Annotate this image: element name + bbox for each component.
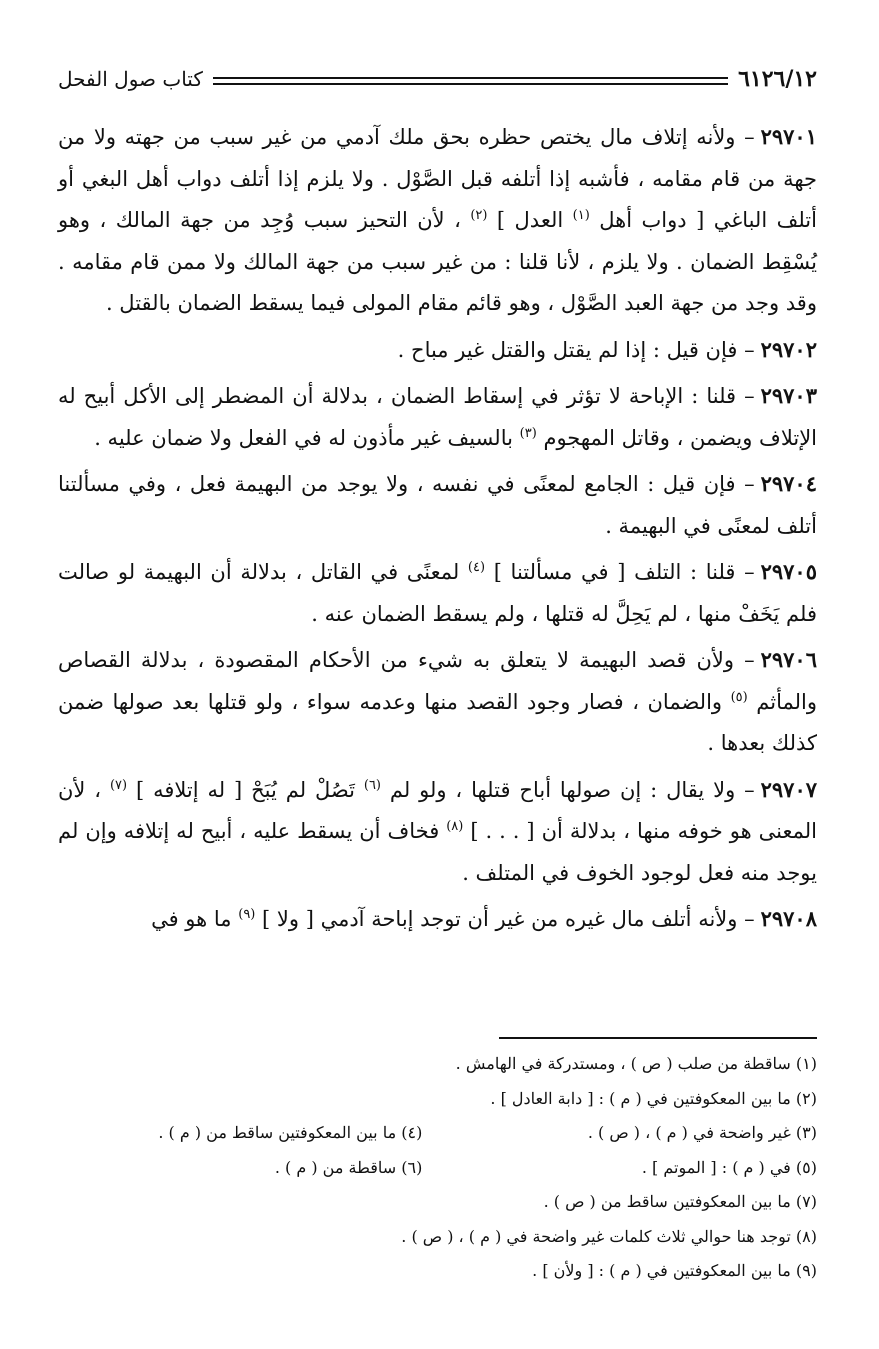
paragraph-text: فخاف أن يسقط عليه ، أبيح له إتلافه وإن لم يوجد منه فعل لوجود الخوف في المتلف . — [58, 819, 817, 885]
paragraph-text: ، لأن التحيز سبب وُجِد من جهة المالك ، وهو يُسْقِط الضمان . ولا يلزم ، لأنا قلنا : من غير سبب من جهة المالك ولا ممن قام مقامه . وقد وجد من جهة العبد الصَّوْل ، وهو قائم مقام المولى فيما يسقط الضمان بالقتل . — [58, 208, 817, 315]
paragraph-text: العدل ] — [487, 208, 573, 232]
footnotes — [58, 1047, 817, 1289]
footnote-reference: (٣) — [519, 425, 537, 441]
footnote: (٤) ما بين المعكوفتين ساقط من ( م ) . — [158, 1123, 423, 1142]
paragraph-text: – فإن قيل : الجامع لمعنًى في نفسه ، ولا يوجد من البهيمة فعل ، وفي مسألتنا أتلف لمعنًى في البهيمة . — [58, 472, 817, 538]
footnote: (٦) ساقطة من ( م ) . — [274, 1157, 423, 1177]
paragraph — [58, 769, 817, 895]
footnote-reference: (٥) — [730, 689, 748, 705]
footnote-row — [58, 1220, 817, 1255]
paragraph-text: ، لأن المعنى هو خوفه منها ، بدلالة أن [ . . . ] — [58, 777, 817, 843]
paragraph — [58, 639, 817, 765]
paragraph — [58, 375, 817, 459]
footnote-row — [58, 1151, 817, 1186]
paragraph-number: ٢٩٧٠٦ — [760, 647, 817, 672]
header-double-rule — [213, 77, 728, 85]
paragraph-text: – ولا يقال : إن صولها أباح قتلها ، ولو لم — [381, 777, 755, 802]
paragraph-text: – ولأنه إتلاف مال يختص حظره بحق ملك آدمي من غير سبب من جهته ولا من جهة من قام مقامه ، فأشبه إذا أتلفه قبل الصَّوْل . ولا يلزم إذا أتلف دواب أهل البغي أو أتلف الباغي [ دواب أهل — [58, 125, 817, 232]
footnote-reference: (٤) — [467, 560, 486, 575]
paragraph-text: لمعنًى في القاتل ، بدلالة أن البهيمة لو صالت فلم يَخَفْ منها ، لم يَحِلَّ له قتلها ، ولم يسقط الضمان عنه . — [58, 560, 817, 626]
paragraph — [58, 116, 817, 325]
paragraph-number: ٢٩٧٠٨ — [760, 906, 817, 931]
book-title: كتاب صول الفحل — [58, 67, 203, 91]
footnote: (٣) غير واضحة في ( م ) ، ( ص ) . — [587, 1123, 817, 1142]
paragraph-text: تَصُلْ لم يُبَحْ [ له إتلافه ] — [127, 777, 364, 802]
paragraph — [58, 551, 817, 635]
footnote: (٢) ما بين المعكوفتين في ( م ) : [ دابة العادل ] . — [490, 1088, 817, 1108]
paragraph-text: – قلنا : التلف [ في مسألتنا ] — [485, 560, 755, 584]
paragraph-number: ٢٩٧٠٥ — [760, 559, 817, 584]
paragraph-number: ٢٩٧٠٤ — [760, 471, 817, 496]
footnote: (٥) في ( م ) : [ الموتم ] . — [641, 1157, 817, 1177]
paragraph-text: – قلنا : الإباحة لا تؤثر في إسقاط الضمان ، بدلالة أن المضطر إلى الأكل أبيح له الإتلاف ويضمن ، وقاتل المهجوم — [58, 384, 817, 450]
footnote-row — [58, 1047, 817, 1082]
paragraph-number: ٢٩٧٠١ — [760, 124, 817, 149]
footnote: (٧) ما بين المعكوفتين ساقط من ( ص ) . — [543, 1192, 817, 1211]
footnote-row — [58, 1254, 817, 1289]
paragraph — [58, 463, 817, 547]
footnote-reference: (٢) — [470, 208, 488, 223]
main-text — [58, 116, 817, 945]
paragraph-text: بالسيف غير مأذون له في الفعل ولا ضمان عليه . — [94, 425, 520, 450]
paragraph-text: ما هو في — [151, 907, 239, 931]
paragraph-number: ٢٩٧٠٢ — [760, 336, 817, 362]
paragraph-number: ٢٩٧٠٧ — [760, 776, 818, 802]
footnote-reference: (٩) — [238, 907, 256, 922]
paragraph-text: – ولأنه أتلف مال غيره من غير أن توجد إباحة آدمي [ ولا ] — [255, 907, 755, 931]
page-header — [58, 62, 817, 96]
footnote-row — [58, 1116, 817, 1151]
footnote-reference: (٨) — [446, 819, 464, 834]
footnote: (٨) توجد هنا حوالي ثلاث كلمات غير واضحة في ( م ) ، ( ص ) . — [401, 1226, 817, 1246]
paragraph-number: ٢٩٧٠٣ — [760, 383, 817, 408]
paragraph-text: والضمان ، فصار وجود القصد منها وعدمه سواء ، ولو قتلها بعد صولها ضمن كذلك بعدها . — [58, 689, 817, 755]
footnote-row — [58, 1082, 817, 1117]
footnote-reference: (٦) — [363, 777, 381, 793]
paragraph-text: – ولأن قصد البهيمة لا يتعلق به شيء من الأحكام المقصودة ، بدلالة القصاص والمأثم — [58, 648, 817, 714]
footnote-reference: (٧) — [109, 777, 128, 793]
footnote-reference: (١) — [572, 208, 590, 223]
footnote-row — [58, 1185, 817, 1220]
footnote: (١) ساقطة من صلب ( ص ) ، ومستدركة في الهامش . — [455, 1054, 817, 1073]
page-number: ٦١٢٦/١٢ — [738, 66, 817, 92]
paragraph-text: – فإن قيل : إذا لم يقتل والقتل غير مباح . — [397, 337, 755, 362]
paragraph — [58, 898, 817, 941]
footnote-separator — [499, 1037, 817, 1039]
paragraph — [58, 329, 817, 372]
footnote: (٩) ما بين المعكوفتين في ( م ) : [ ولأن ] . — [532, 1261, 817, 1280]
